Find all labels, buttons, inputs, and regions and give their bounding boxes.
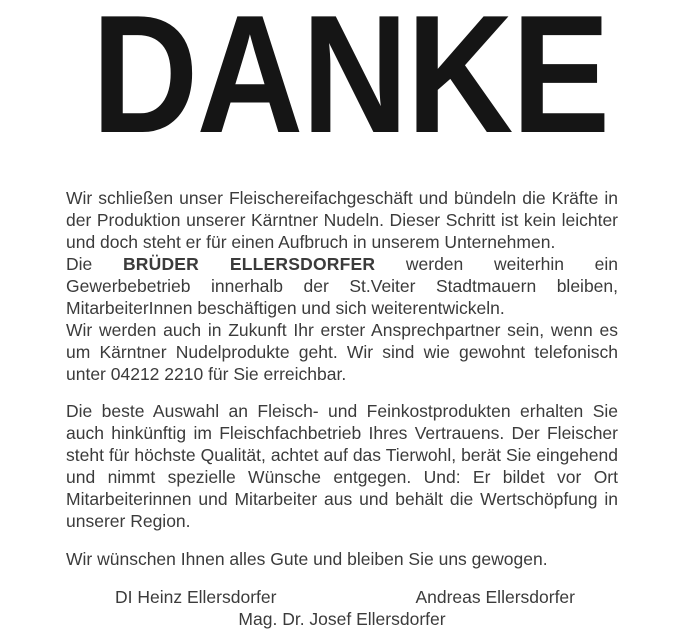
company-name: BRÜDER ELLERSDORFER <box>122 254 376 274</box>
signature-block <box>66 586 618 630</box>
paragraph-farewell-text: Wir wünschen Ihnen alles Gute und bleiben Sie uns gewogen. <box>66 549 548 569</box>
signature-row-top <box>66 586 618 608</box>
paragraph-closing-text: Wir schließen unser Fleischereifachgeschäft und bündeln die Kräfte in der Produktion unserer Kärntner Nudeln. Dieser Schritt ist kein leichter und doch steht er für einen Aufbruch in unserem Unternehmen. <box>66 188 618 252</box>
paragraph-company-future <box>66 253 618 319</box>
paragraph-closing-announcement <box>66 187 618 253</box>
company-sentence-prefix: Die <box>66 254 123 274</box>
company-sentence-suffix: werden weiterhin ein Gewerbebetrieb innerhalb der St.Veiter Stadtmauern bleiben, MitarbeiterInnen beschäftigen und sich weiterentwickeln. <box>66 254 619 318</box>
signature-row-bottom <box>66 608 618 630</box>
signature-josef-ellersdorfer: Mag. Dr. Josef Ellersdorfer <box>238 609 446 629</box>
paragraph-butcher-text: Die beste Auswahl an Fleisch- und Feinkostprodukten erhalten Sie auch hinkünftig im Fleischfachbetrieb Ihres Vertrauens. Der Fleischer steht für höchste Qualität, achtet auf das Tierwohl, berät Sie eingehend und nimmt spezielle Wünsche entgegen. Und: Er bildet vor Ort Mitarbeiterinnen und Mitarbeiter aus und behält die Wertschöpfung in unserer Region. <box>66 401 618 531</box>
announcement-body <box>66 187 618 570</box>
signature-andreas-ellersdorfer: Andreas Ellersdorfer <box>415 587 575 607</box>
paragraph-butcher-recommendation <box>66 400 618 532</box>
signature-heinz-ellersdorfer: DI Heinz Ellersdorfer <box>115 587 277 607</box>
paragraph-contact-text: Wir werden auch in Zukunft Ihr erster Ansprechpartner sein, wenn es um Kärntner Nudelprodukte geht. Wir sind wie gewohnt telefonisch unter 04212 2210 für Sie erreichbar. <box>66 320 618 384</box>
danke-headline: DANKE <box>91 0 609 168</box>
paragraph-farewell <box>66 548 618 570</box>
paragraph-contact-info <box>66 319 618 385</box>
